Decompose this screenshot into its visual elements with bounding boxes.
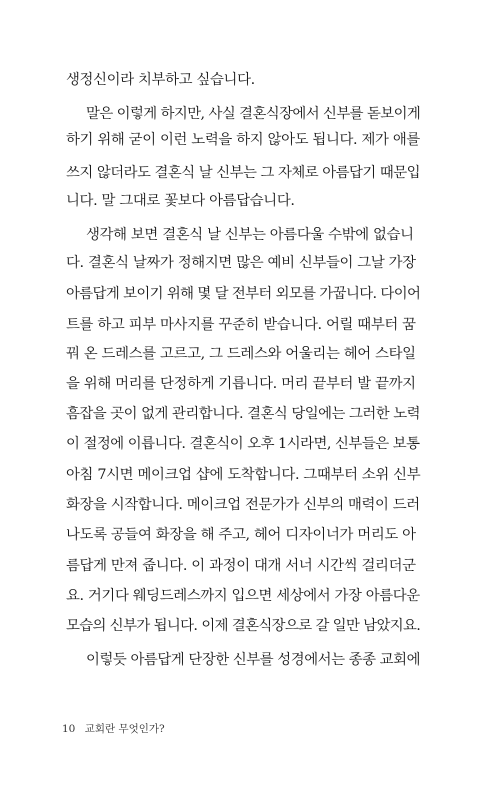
body-line-4: 쓰지 않더라도 결혼식 날 신부는 그 자체로 아름답기 때문입 xyxy=(66,165,421,181)
body-line-11: 을 위해 머리를 단정하게 기릅니다. 머리 끝부터 발 끝까지 xyxy=(66,376,416,392)
body-line-15: 화장을 시작합니다. 메이크업 전문가가 신부의 매력이 드러 xyxy=(66,497,420,513)
page-footer xyxy=(62,721,165,736)
body-line-2: 말은 이렇게 하지만, 사실 결혼식장에서 신부를 돋보이게 xyxy=(86,106,421,122)
body-line-3: 하기 위해 굳이 이런 노력을 하지 않아도 됩니다. 제가 애를 xyxy=(66,132,420,148)
body-line-7: 다. 결혼식 날짜가 정해지면 많은 예비 신부들이 그날 가장 xyxy=(66,255,416,271)
body-line-5: 니다. 말 그대로 꽃보다 아름답습니다. xyxy=(66,193,295,209)
running-title: 교회란 무엇인가? xyxy=(84,723,165,735)
body-line-20: 이렇듯 아름답게 단장한 신부를 성경에서는 종종 교회에 xyxy=(86,652,421,668)
body-line-17: 름답게 만져 줍니다. 이 과정이 대개 서너 시간씩 걸리더군 xyxy=(66,558,416,574)
body-line-14: 아침 7시면 메이크업 샵에 도착합니다. 그때부터 소위 신부 xyxy=(66,467,421,483)
body-line-8: 아름답게 보이기 위해 몇 달 전부터 외모를 가꿉니다. 다이어 xyxy=(66,286,421,302)
body-line-18: 요. 거기다 웨딩드레스까지 입으면 세상에서 가장 아름다운 xyxy=(66,588,420,604)
body-line-19: 모습의 신부가 됩니다. 이제 결혼식장으로 갈 일만 남았지요. xyxy=(66,618,421,634)
page-number: 10 xyxy=(62,723,76,735)
body-line-12: 흠잡을 곳이 없게 관리합니다. 결혼식 당일에는 그러한 노력 xyxy=(66,406,421,422)
body-line-6: 생각해 보면 결혼식 날 신부는 아름다울 수밖에 없습니 xyxy=(86,227,414,243)
body-line-16: 나도록 공들여 화장을 해 주고, 헤어 디자이너가 머리도 아 xyxy=(66,527,416,543)
body-line-10: 꿔 온 드레스를 고르고, 그 드레스와 어울리는 헤어 스타일 xyxy=(66,346,416,362)
body-line-1: 생정신이라 치부하고 싶습니다. xyxy=(66,72,255,88)
body-line-13: 이 절정에 이릅니다. 결혼식이 오후 1시라면, 신부들은 보통 xyxy=(66,436,420,452)
body-line-9: 트를 하고 피부 마사지를 꾸준히 받습니다. 어릴 때부터 꿈 xyxy=(66,317,416,333)
